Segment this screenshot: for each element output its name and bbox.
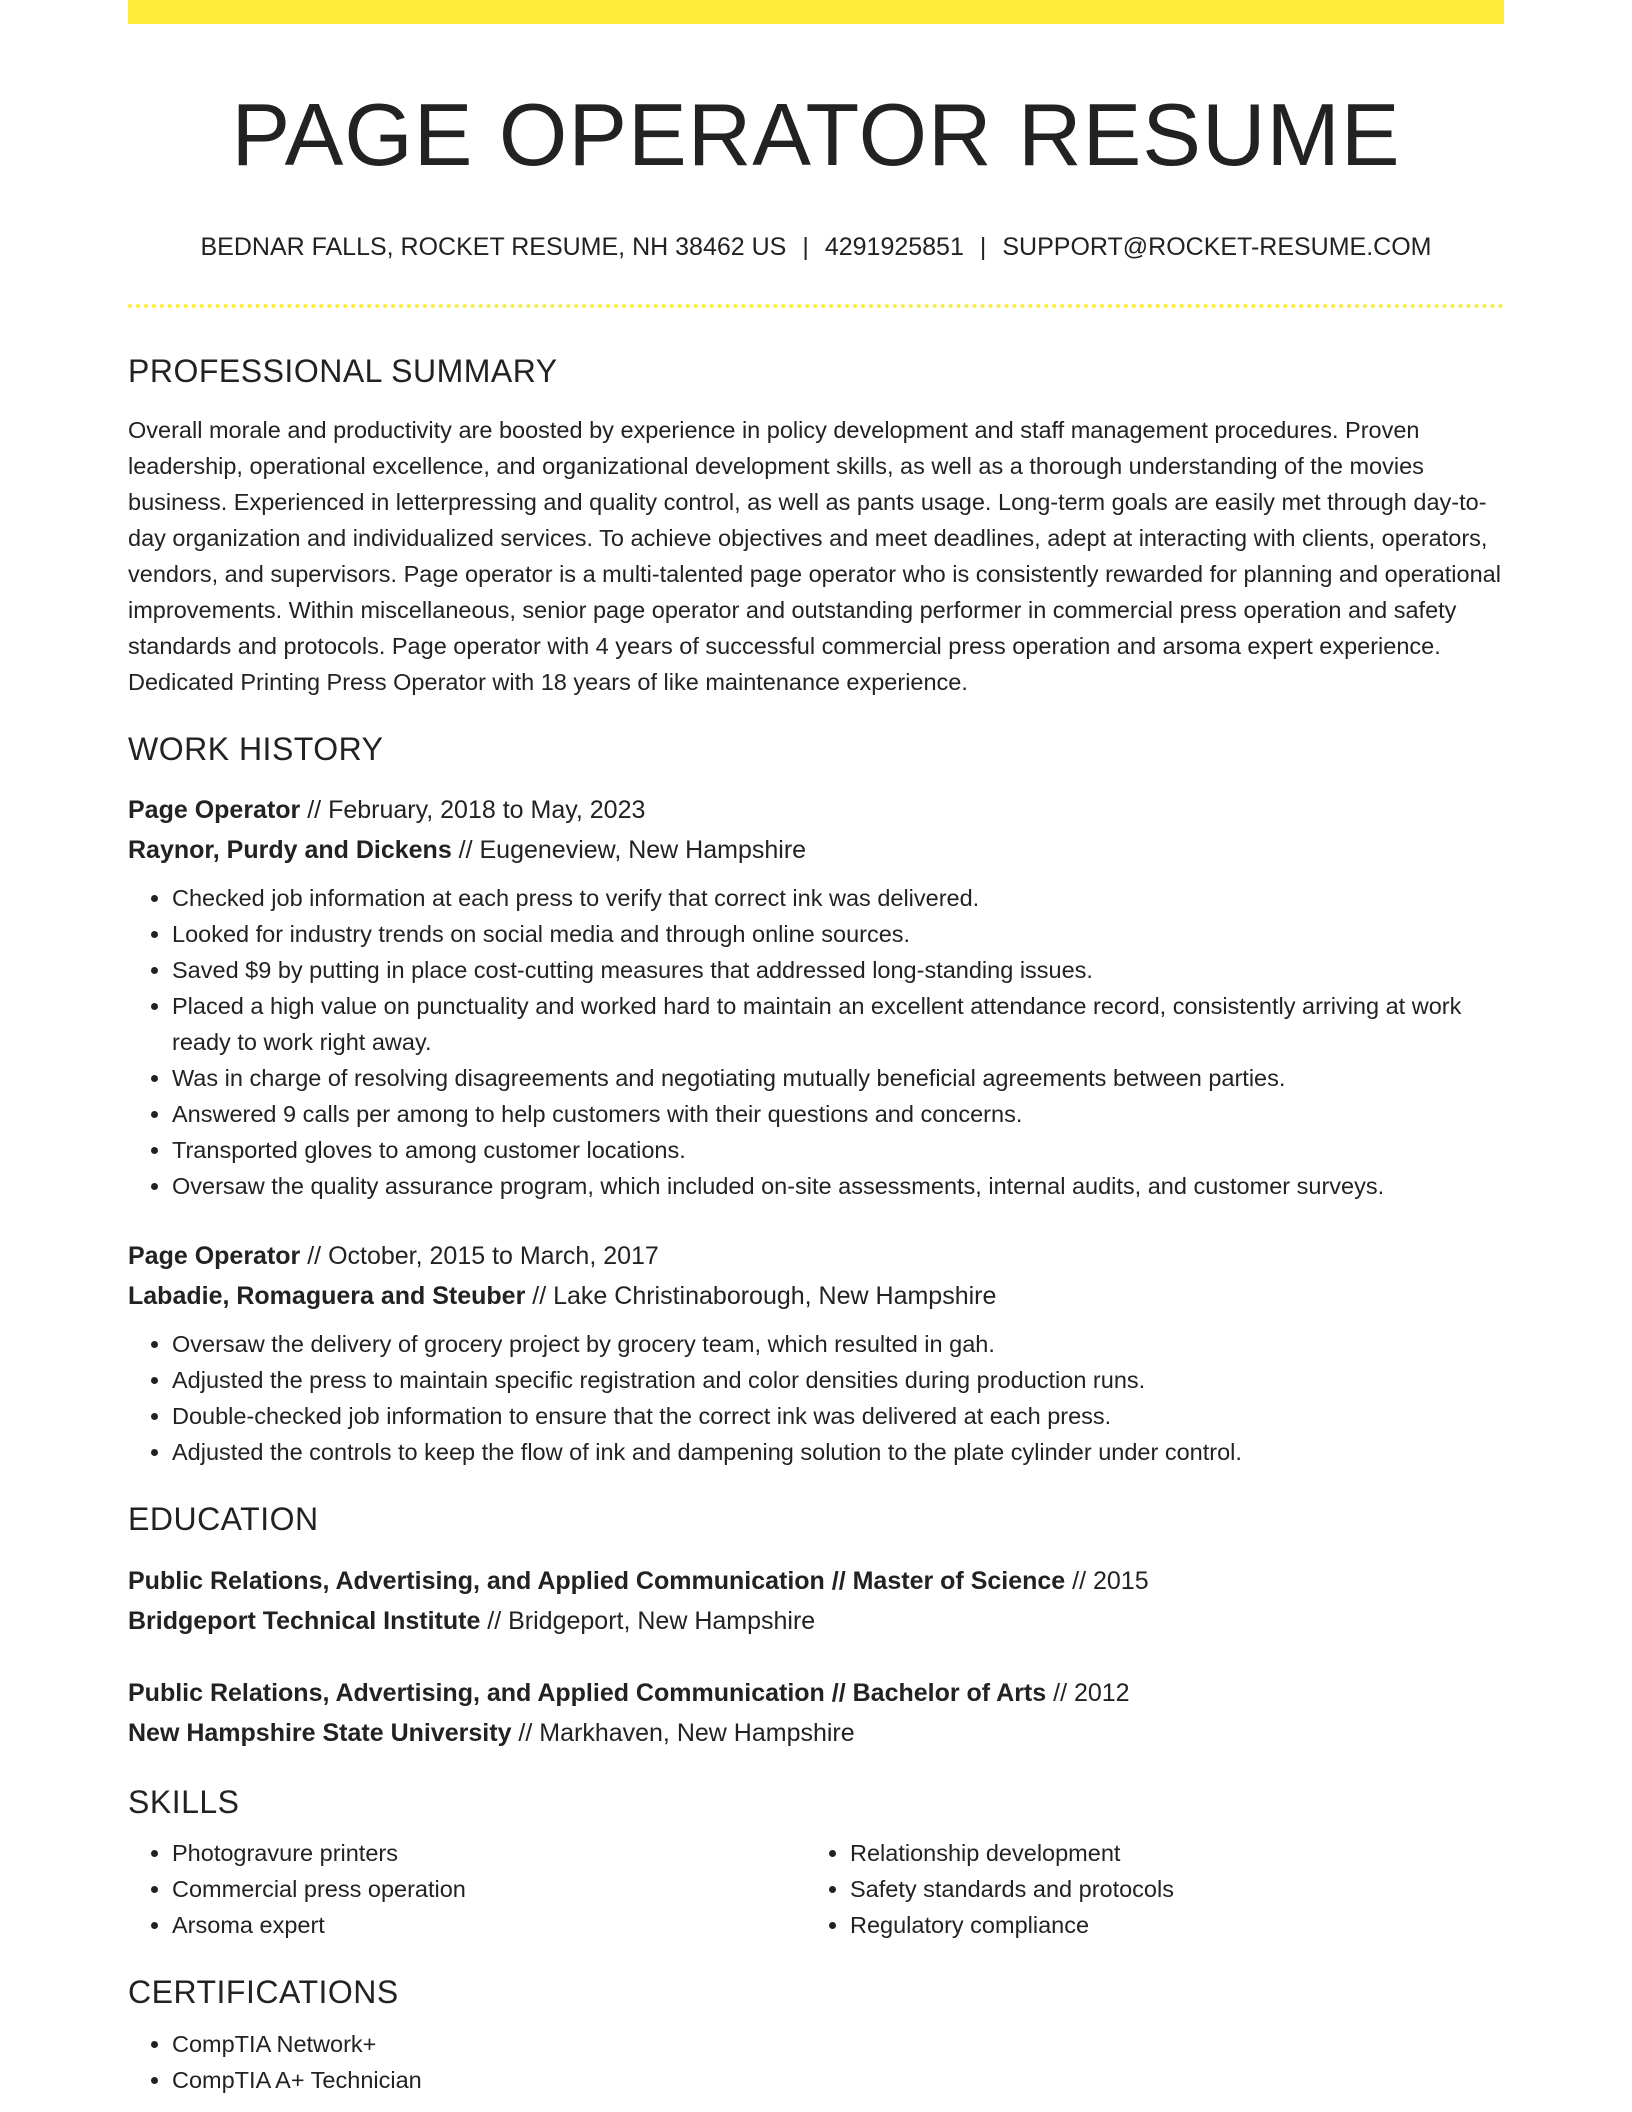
job-company: Labadie, Romaguera and Steuber (128, 1282, 526, 1311)
certification-item: • CompTIA Network+ (172, 2026, 1504, 2062)
resume-page (128, 0, 1504, 2098)
education-school-line (128, 1713, 1504, 1753)
contact-line (128, 231, 1504, 264)
certifications-list (128, 2026, 1504, 2098)
job-dates: // October, 2015 to March, 2017 (300, 1242, 659, 1271)
header-divider (128, 304, 1504, 308)
job-bullet: • Adjusted the press to maintain specific registration and color densities during production runs. (172, 1362, 1504, 1398)
education-heading: EDUCATION (128, 1501, 319, 1538)
skill-item: • Safety standards and protocols (850, 1871, 1484, 1907)
contact-address: BEDNAR FALLS, ROCKET RESUME, NH 38462 US (200, 233, 787, 262)
job-bullet: • Double-checked job information to ensure that the correct ink was delivered at each press. (172, 1398, 1504, 1434)
job-title-line (128, 790, 1504, 830)
job-bullets (128, 880, 1504, 1204)
job-bullet: • Adjusted the controls to keep the flow of ink and dampening solution to the plate cylinder under control. (172, 1434, 1504, 1470)
skills-column-right (806, 1835, 1484, 1943)
job-bullet: • Placed a high value on punctuality and worked hard to maintain an excellent attendance record, consistently arriving at work ready to work right away. (172, 988, 1504, 1060)
skill-item: • Commercial press operation (172, 1871, 806, 1907)
education-degree-line (128, 1561, 1504, 1601)
skills-heading: SKILLS (128, 1783, 240, 1820)
education-location: // Bridgeport, New Hampshire (480, 1606, 816, 1635)
job-entry (128, 790, 1504, 1204)
certification-item: • CompTIA A+ Technician (172, 2062, 1504, 2098)
summary-heading: PROFESSIONAL SUMMARY (128, 352, 558, 389)
skill-item: • Relationship development (850, 1835, 1484, 1871)
education-entry (128, 1561, 1504, 1641)
education-year: // 2012 (1046, 1678, 1130, 1707)
job-bullet: • Checked job information at each press to verify that correct ink was delivered. (172, 880, 1504, 916)
job-bullet: • Oversaw the quality assurance program, which included on-site assessments, internal audits, and customer surveys. (172, 1168, 1504, 1204)
job-bullets (128, 1326, 1504, 1470)
contact-email: SUPPORT@ROCKET-RESUME.COM (1002, 233, 1432, 262)
job-location: // Eugeneview, New Hampshire (451, 836, 807, 865)
education-school: New Hampshire State University (128, 1718, 512, 1747)
job-entry (128, 1236, 1504, 1470)
resume-title: PAGE OPERATOR RESUME (231, 85, 1401, 184)
certifications-heading: CERTIFICATIONS (128, 1974, 399, 2011)
job-title-line (128, 1236, 1504, 1276)
job-company-line (128, 830, 1504, 870)
education-location: // Markhaven, New Hampshire (511, 1718, 855, 1747)
skills-column-left (128, 1835, 806, 1943)
job-bullet: • Was in charge of resolving disagreements and negotiating mutually beneficial agreements between parties. (172, 1060, 1504, 1096)
education-degree-line (128, 1673, 1504, 1713)
education-entry (128, 1673, 1504, 1753)
summary-text: Overall morale and productivity are boosted by experience in policy development and staff management procedures. Proven leadership, operational excellence, and organizational development skills, as well as a thorough understanding of the movies business. Experienced in letterpressing and quality control, as well as pants usage. Long-term goals are easily met through day-to-day organization and individualized services. To achieve objectives and meet deadlines, adept at interacting with clients, operators, vendors, and supervisors. Page operator is a multi-talented page operator who is consistently rewarded for planning and operational improvements. Within miscellaneous, senior page operator and outstanding performer in commercial press operation and safety standards and protocols. Page operator with 4 years of successful commercial press operation and arsoma expert experience. Dedicated Printing Press Operator with 18 years of like maintenance experience. (128, 417, 1501, 696)
top-accent-bar (128, 0, 1504, 24)
job-location: // Lake Christinaborough, New Hampshire (525, 1282, 997, 1311)
skill-item: • Arsoma expert (172, 1907, 806, 1943)
contact-phone: 4291925851 (824, 233, 964, 262)
skill-item: • Photogravure printers (172, 1835, 806, 1871)
job-dates: // February, 2018 to May, 2023 (300, 796, 646, 825)
job-company-line (128, 1276, 1504, 1316)
skill-item: • Regulatory compliance (850, 1907, 1484, 1943)
education-degree: Public Relations, Advertising, and Applied Communication // Bachelor of Arts (128, 1678, 1047, 1707)
job-company: Raynor, Purdy and Dickens (128, 836, 452, 865)
education-school-line (128, 1601, 1504, 1641)
skills-grid (128, 1835, 1504, 1943)
job-bullet: • Transported gloves to among customer locations. (172, 1132, 1504, 1168)
contact-separator: | (979, 233, 987, 262)
job-bullet: • Saved $9 by putting in place cost-cutting measures that addressed long-standing issues. (172, 952, 1504, 988)
job-role: Page Operator (128, 796, 301, 825)
work-history-heading: WORK HISTORY (128, 731, 384, 768)
education-degree: Public Relations, Advertising, and Applied Communication // Master of Science (128, 1566, 1066, 1595)
education-year: // 2015 (1065, 1566, 1149, 1595)
education-school: Bridgeport Technical Institute (128, 1606, 481, 1635)
job-bullet: • Looked for industry trends on social media and through online sources. (172, 916, 1504, 952)
job-role: Page Operator (128, 1242, 301, 1271)
contact-separator: | (802, 233, 809, 262)
job-bullet: • Oversaw the delivery of grocery project by grocery team, which resulted in gah. (172, 1326, 1504, 1362)
job-bullet: • Answered 9 calls per among to help customers with their questions and concerns. (172, 1096, 1504, 1132)
